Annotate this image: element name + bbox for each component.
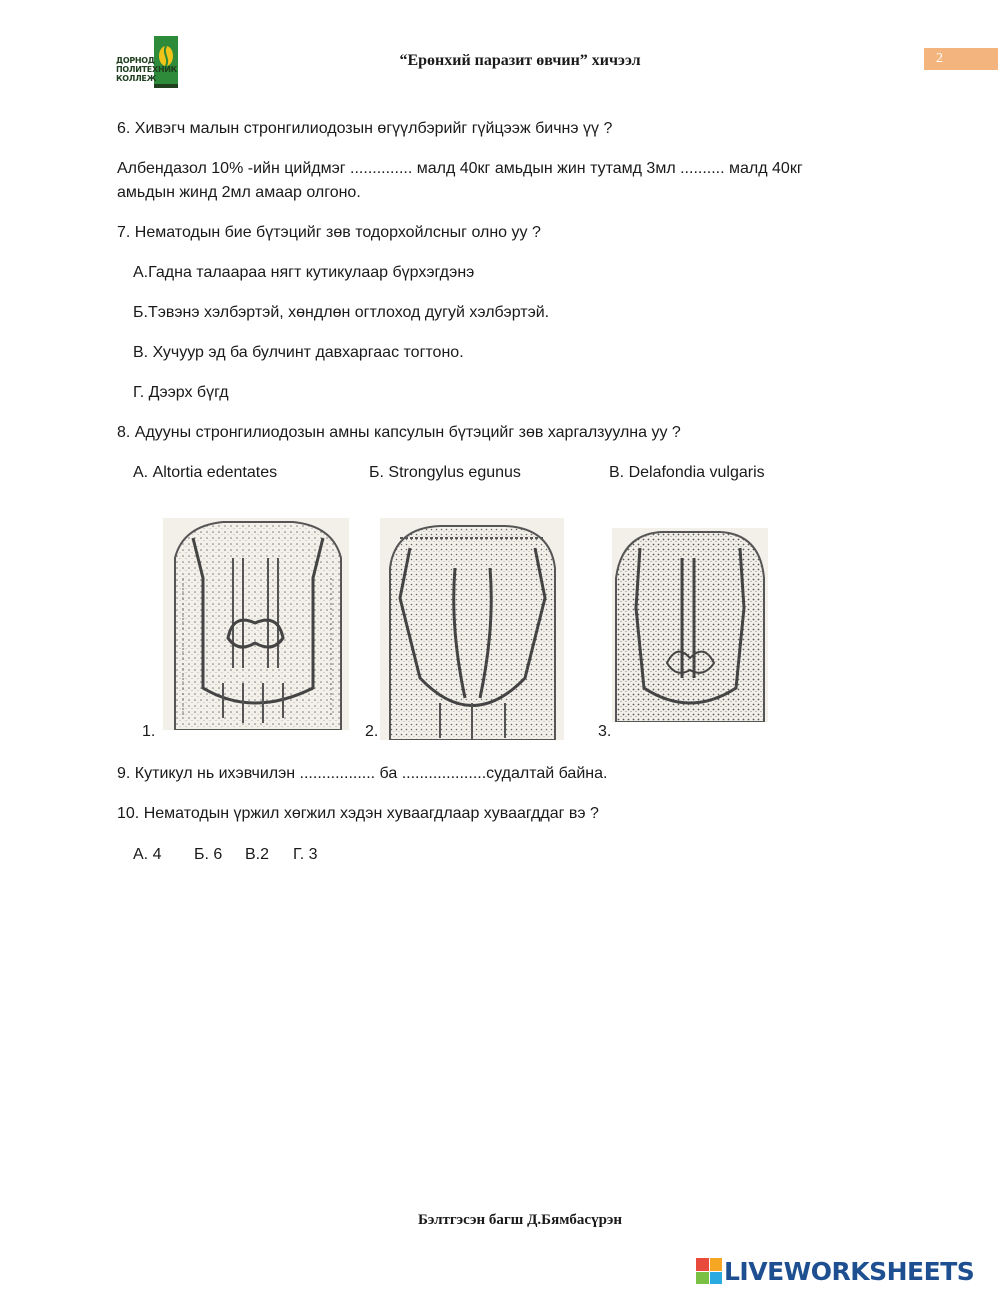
figure-2-label: 2. (365, 723, 379, 740)
q10-option-d: Г. 3 (293, 846, 318, 863)
watermark-text: LIVEWORKSHEETS (724, 1256, 975, 1286)
q7-option-a: А.Гадна талаараа нягт кутикулаар бүрхэгдэнэ (133, 264, 475, 281)
q7-option-d: Г. Дээрх бүгд (133, 384, 229, 401)
question-9: 9. Кутикул нь ихэвчилэн ................. ба ...................судалтай байна. (117, 765, 608, 782)
q10-option-c: В.2 (245, 846, 270, 863)
logo-line-2: ПОЛИТЕХНИК (116, 65, 177, 74)
liveworksheets-logo-icon (696, 1258, 722, 1284)
title-quoted: “Ерөнхий паразит өвчин” (399, 52, 588, 69)
figure-1-label: 1. (142, 723, 156, 740)
question-8: 8. Адууны стронгилиодозын амны капсулын бүтэцийг зөв харгалзуулна уу ? (117, 424, 681, 441)
question-10: 10. Нематодын үржил хөгжил хэдэн хуваагдлаар хуваагддаг вэ ? (117, 805, 599, 822)
liveworksheets-watermark (696, 1254, 974, 1288)
nematode-head-drawing-3 (612, 528, 768, 722)
question-6-line-1: Албендазол 10% -ийн цийдмэг .............. малд 40кг амьдын жин тутамд 3мл .......... малд 40кг (117, 160, 803, 177)
figure-3-label: 3. (598, 723, 612, 740)
figure-3-mouth-capsule (612, 528, 768, 722)
page-number-badge: 2 (924, 48, 998, 70)
author-credit: Бэлтгэсэн багш Д.Бямбасүрэн (417, 1212, 623, 1228)
q8-option-c: В. Delafondia vulgaris (609, 464, 765, 481)
q10-option-a: А. 4 (133, 846, 162, 863)
nematode-head-drawing-1 (163, 518, 349, 730)
page-title (0, 52, 1000, 70)
logo-line-1: ДОРНОД (116, 56, 155, 65)
figure-1-mouth-capsule (163, 518, 349, 730)
q8-option-a: А. Altortia edentates (133, 464, 278, 481)
question-6: 6. Хивэгч малын стронгилиодозын өгүүлбэрийг гүйцээж бичнэ үү ? (117, 120, 613, 137)
nematode-head-drawing-2 (380, 518, 564, 740)
question-7: 7. Нематодын бие бүтэцийг зөв тодорхойлсныг олно уу ? (117, 224, 541, 241)
q10-option-b: Б. 6 (194, 846, 223, 863)
question-6-line-2: амьдын жинд 2мл амаар олгоно. (117, 184, 361, 201)
q7-option-b: Б.Тэвэнэ хэлбэртэй, хөндлөн огтлоход дугуй хэлбэртэй. (133, 304, 550, 321)
q7-option-c: В. Хучуур эд ба булчинт давхаргаас тогтоно. (133, 344, 464, 361)
figure-2-mouth-capsule (380, 518, 564, 740)
logo-line-3: КОЛЛЕЖ (116, 74, 157, 83)
q8-option-b: Б. Strongylus egunus (369, 464, 521, 481)
title-suffix: хичээл (587, 52, 641, 69)
